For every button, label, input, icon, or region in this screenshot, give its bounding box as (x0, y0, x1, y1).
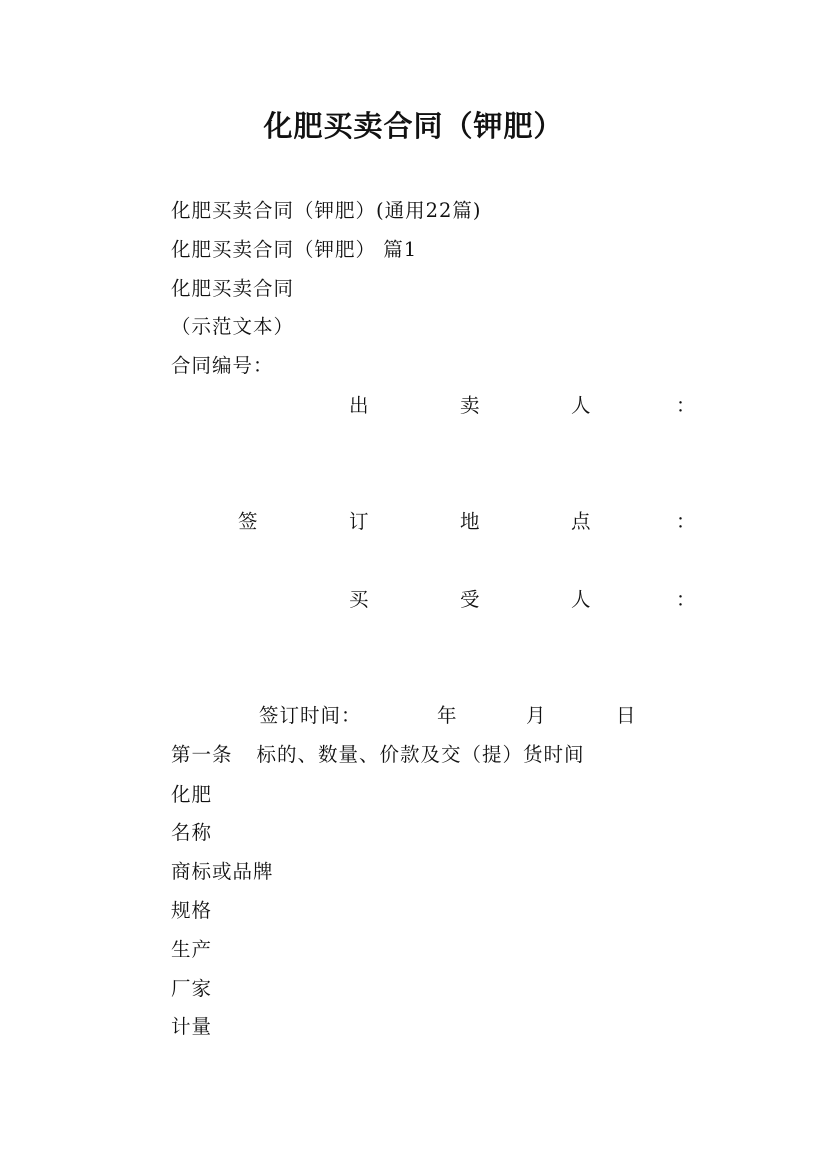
document-subtitle: 化肥买卖合同（钾肥）(通用22篇) (171, 199, 482, 222)
contract-name: 化肥买卖合同 (171, 277, 295, 300)
sign-place-colon: ： (676, 510, 696, 533)
article-1-number: 第一条 (171, 743, 233, 766)
buyer-char-3: 人 (571, 588, 591, 611)
field-label-measurement: 计量 (171, 1015, 213, 1038)
article-1-heading (171, 745, 585, 765)
document-title: 化肥买卖合同（钾肥） (263, 109, 564, 143)
sign-time-month: 月 (526, 704, 546, 727)
buyer-colon: ： (676, 588, 696, 611)
sign-place-char-2: 订 (349, 510, 369, 533)
buyer-char-1: 买 (349, 588, 369, 611)
sample-text-note: （示范文本） (171, 315, 295, 338)
sign-time-label: 签订时间： (259, 704, 362, 727)
field-label-production: 生产 (171, 938, 213, 961)
seller-char-1: 出 (349, 394, 369, 417)
sign-place-char-1: 签 (238, 510, 258, 533)
field-label-name: 名称 (171, 821, 213, 844)
contract-number-label: 合同编号： (171, 354, 274, 377)
seller-colon: ： (676, 394, 696, 417)
sign-time-day: 日 (616, 704, 636, 727)
field-label-brand: 商标或品牌 (171, 860, 274, 883)
sign-place-char-3: 地 (460, 510, 480, 533)
field-label-manufacturer: 厂家 (171, 977, 213, 1000)
section-heading: 化肥买卖合同（钾肥） 篇1 (171, 238, 418, 261)
buyer-char-2: 受 (460, 588, 480, 611)
field-label-spec: 规格 (171, 899, 213, 922)
seller-char-3: 人 (571, 394, 591, 417)
seller-char-2: 卖 (460, 394, 480, 417)
field-label-fertilizer: 化肥 (171, 783, 213, 806)
article-1-text: 标的、数量、价款及交（提）货时间 (256, 743, 585, 766)
sign-time-year: 年 (437, 704, 457, 727)
sign-place-char-4: 点 (571, 510, 591, 533)
